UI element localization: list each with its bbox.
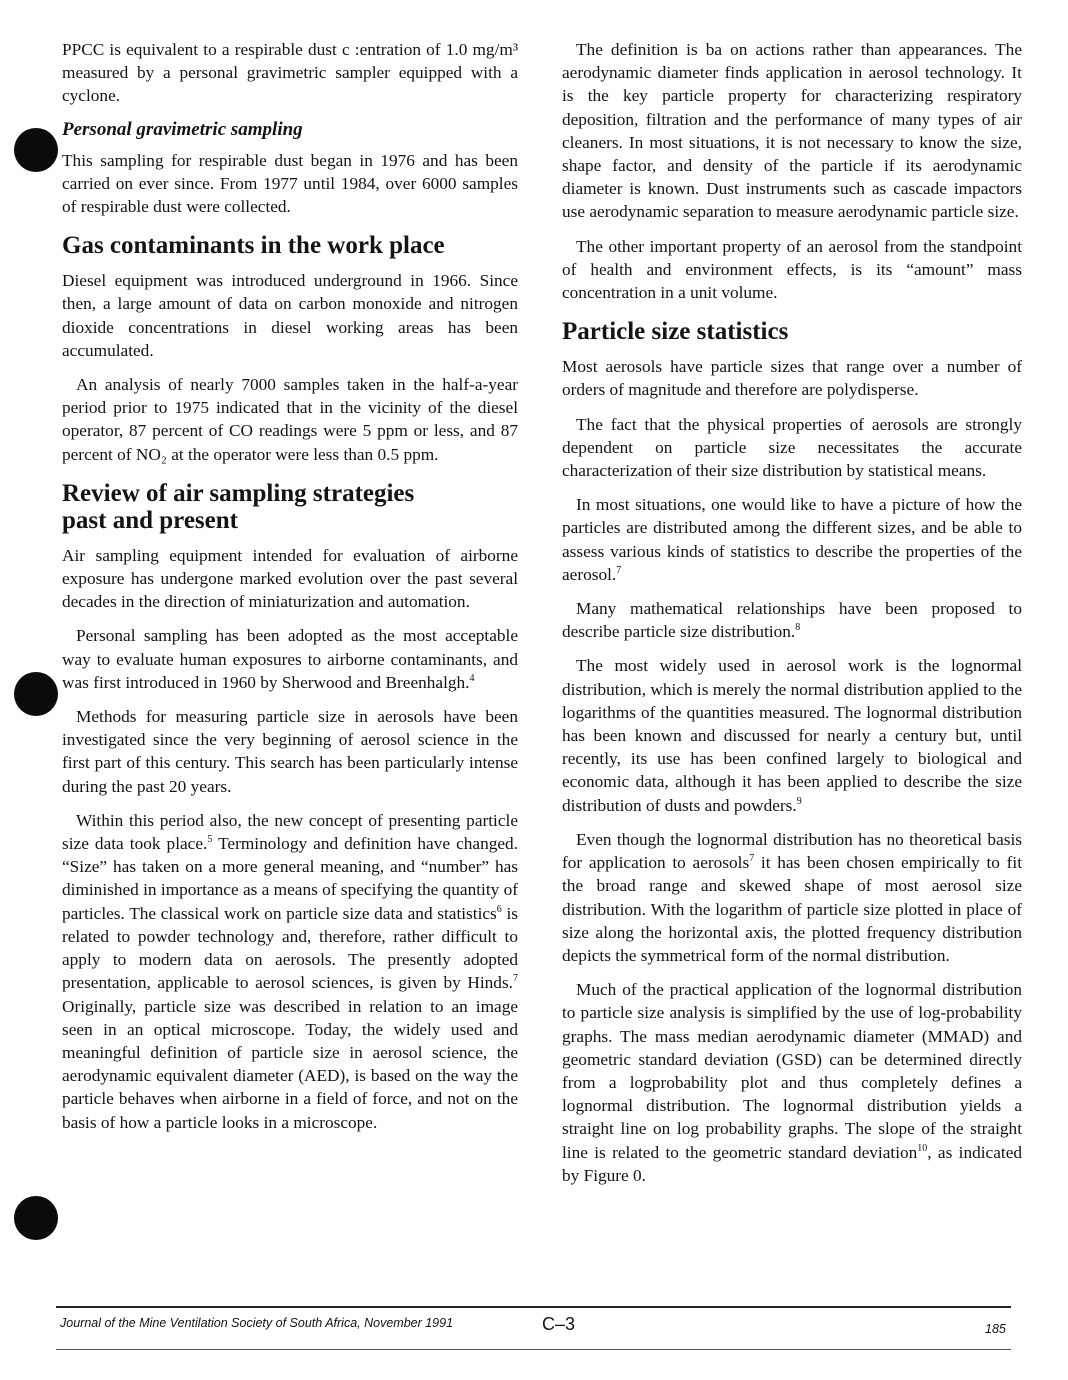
paragraph [562,654,1022,816]
heading-line-1: Review of air sampling strategies [62,479,415,507]
paragraph: Methods for measuring particle size in aerosols have been investigated since the very beginning of aerosol science in the first part of this century. This search has been particularly intense during the past 20 years. [62,707,518,796]
paragraph-text: The most widely used in aerosol work is the lognormal distribution, which is merely the normal distribution applied to the logarithms of the quantities measured. The lognormal distribution has been known and discussed for nearly a century but, until recently, its use has been confined largely to biological and economic data, although it has been applied to describe the size distribution of dusts and powders. [562,656,1022,815]
paragraph-text: Personal sampling has been adopted as the most acceptable way to evaluate human exposures to airborne contaminants, and was first introduced in 1960 by Sherwood and Breenhalgh. [62,626,518,692]
paragraph-text: Originally, particle size was described in relation to an image seen in an optical microscope. Today, the widely used and meaningful definition of particle size in aerosol science, the aerodynamic equivalent diameter (AED), is based on the way the particle behaves when airborne in a field of force, and not on the basis of how a particle looks in a microscope. [62,996,518,1132]
paragraph [62,809,518,1134]
left-column [62,38,518,1145]
paragraph: Diesel equipment was introduced underground in 1966. Since then, a large amount of data on carbon monoxide and nitrogen dioxide concentrations in diesel working areas has been accumulated. [62,271,518,360]
paragraph: This sampling for respirable dust began in 1976 and has been carried on ever since. From 1977 until 1984, over 6000 samples of respirable dust were collected. [62,150,518,217]
heading-particle-size-statistics: Particle size statistics [562,318,789,346]
paragraph: The fact that the physical properties of aerosols are strongly dependent on particle size necessitates the accurate characterization of their size distribution by statistical means. [562,414,1022,481]
heading-review-air-sampling [62,480,518,534]
paragraph-text: it has been chosen empirically to fit the broad range and skewed shape of most aerosol size distribution. With the logarithm of particle size plotted in place of size along the horizontal axis, the plotted frequency distribution depicts the symmetrical form of the normal distribution. [562,853,1023,965]
paragraph [562,828,1022,967]
heading-gas-contaminants: Gas contaminants in the work place [62,232,445,260]
footer-journal-title: Journal of the Mine Ventilation Society of South Africa, November 1991 [60,1316,454,1330]
footer-rule-top [56,1306,1011,1308]
reference-superscript: 10 [917,1142,928,1154]
paragraph: PPCC is equivalent to a respirable dust c :entration of 1.0 mg/m³ measured by a personal gravimetric sampler equipped with a cyclone. [62,40,518,106]
reference-superscript: 4 [469,672,475,684]
reference-superscript: 9 [796,795,802,807]
paragraph-text: is related to powder technology and, therefore, rather difficult to apply to modern data on aerosols. The presently adopted presentation, applicable to aerosol sciences, is given by Hinds. [62,903,518,993]
paragraph-text: Even though the lognormal distribution has no theoretical basis for application to aerosols [562,829,1022,873]
reference-superscript: 7 [513,973,518,985]
paragraph: Most aerosols have particle sizes that range over a number of orders of magnitude and therefore are polydisperse. [562,357,1022,400]
subheading-personal-gravimetric-sampling: Personal gravimetric sampling [62,118,303,140]
reference-superscript: 5 [207,834,213,846]
paragraph: An analysis of nearly 7000 samples taken in the half-a-year period prior to 1975 indicated that in the vicinity of the diesel operator, 87 percent of CO readings were 5 ppm or less, and 87 percent of NO₂ at the operator were less than 0.5 ppm. [62,375,518,464]
binder-hole-middle [14,672,58,716]
reference-superscript: 7 [616,564,622,576]
footer-page-number: 185 [985,1322,1006,1336]
paragraph-text: In most situations, one would like to have a picture of how the particles are distributed among the different sizes, and be able to assess various kinds of statistics to describe the properties of the aerosol. [562,495,1022,584]
paragraph-text: Terminology and definition have changed. “Size” has taken on a more general meaning, and “number” has diminished in importance as a means of specifying the quantity of particles. The classical work on particle size data and statistics [62,834,518,923]
reference-superscript: 7 [749,853,755,865]
paragraph [562,978,1022,1187]
paragraph [562,597,1022,643]
paragraph-text: Within this period also, the new concept of presenting particle size data took place. [62,810,518,854]
paragraph-text: Many mathematical relationships have been proposed to describe particle size distribution. [562,599,1022,642]
paragraph: The definition is ba on actions rather than appearances. The aerodynamic diameter finds application in aerosol technology. It is the key particle property for characterizing respiratory deposition, filtration and the performance of many types of air cleaners. In most situations, it is not necessary to know the size, shape factor, and density of the particle if its aerodynamic diameter is known. Dust instruments such as cascade impactors use aerodynamic separation to measure aerodynamic particle size. [562,40,1022,222]
paragraph: The other important property of an aerosol from the standpoint of health and environment effects, is its “amount” mass concentration in a unit volume. [562,236,1022,303]
paragraph [62,624,518,694]
paragraph: Air sampling equipment intended for evaluation of airborne exposure has undergone marked evolution over the past several decades in the direction of miniaturization and automation. [62,545,518,612]
reference-superscript: 6 [496,903,502,915]
heading-line-2: past and present [62,506,238,534]
paragraph-text: , as indicated by Figure 0. [562,1142,1022,1185]
binder-hole-bottom [14,1196,58,1240]
footer-rule-bottom [56,1349,1011,1350]
paragraph [562,493,1022,586]
binder-hole-top [14,128,58,172]
footer-section-code: C–3 [542,1314,576,1334]
paragraph-text: Much of the practical application of the lognormal distribution to particle size analysis is simplified by the use of log-probability graphs. The mass median aerodynamic diameter (MMAD) and geometric standard deviation (GSD) can be determined directly from a logprobability plot and thus completely defines a lognormal distribution. The lognormal distribution yields a straight line on log probability graphs. The slope of the straight line is related to the geometric standard deviation [562,980,1022,1162]
right-column [562,38,1022,1198]
reference-superscript: 8 [795,622,801,634]
